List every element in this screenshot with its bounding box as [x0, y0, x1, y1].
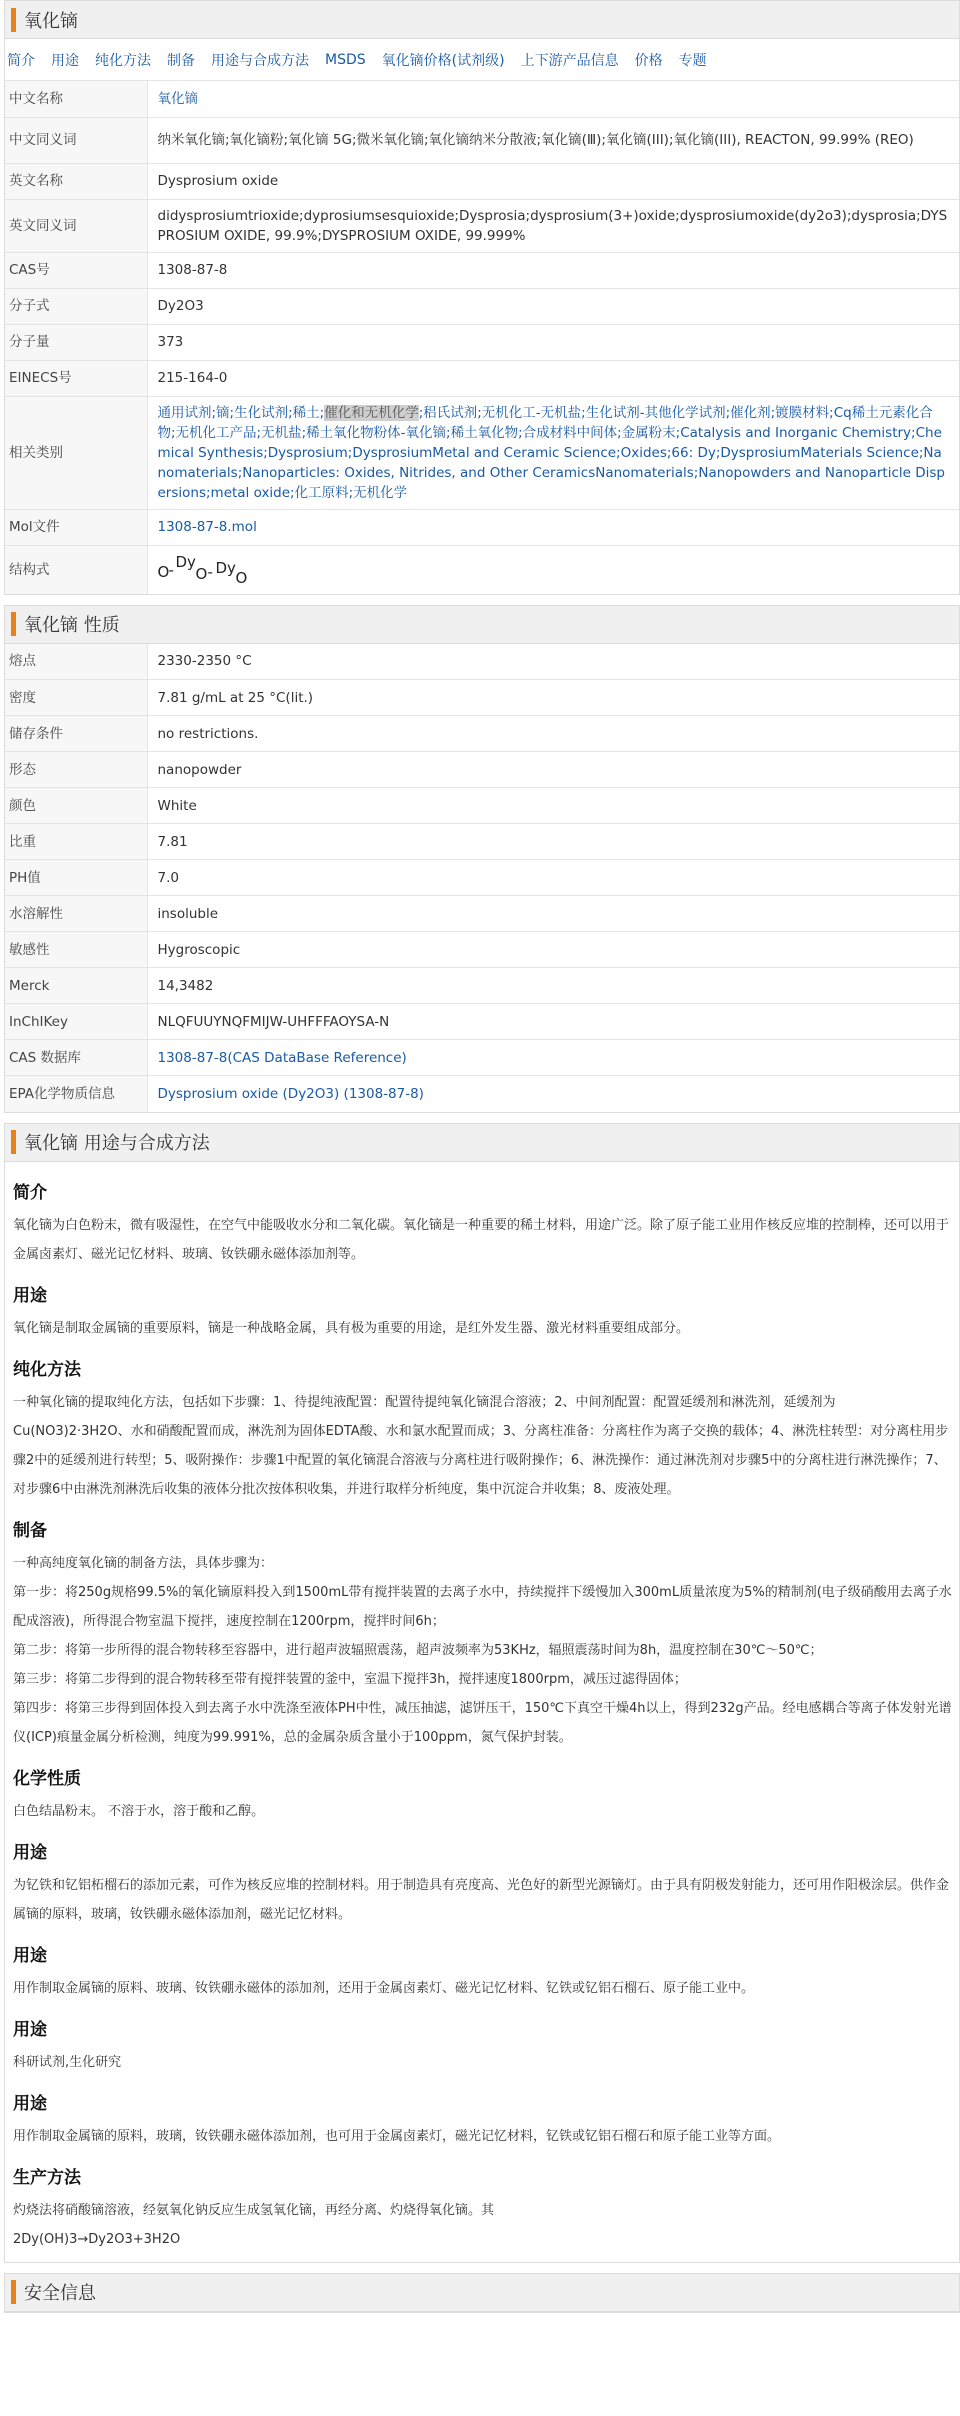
- subsection-heading: 用途: [13, 1842, 47, 1863]
- field-label: Merck: [5, 968, 147, 1004]
- table-row: [5, 288, 959, 324]
- field-value: 14,3482: [147, 968, 959, 1004]
- field-label: 中文名称: [5, 81, 147, 117]
- highlighted-category[interactable]: 催化和无机化学: [324, 404, 419, 421]
- table-row: [5, 716, 959, 752]
- table-row: [5, 932, 959, 968]
- field-label: 颜色: [5, 788, 147, 824]
- atom-dy: Dy: [175, 552, 196, 571]
- table-row: [5, 860, 959, 896]
- field-value: Dysprosium oxide: [147, 163, 959, 199]
- field-value: White: [147, 788, 959, 824]
- field-value: NLQFUUYNQFMIJW-UHFFFAOYSA-N: [147, 1004, 959, 1040]
- subsection-heading: 纯化方法: [13, 1359, 81, 1380]
- table-row: [5, 1040, 959, 1076]
- subsection-text: 2Dy(OH)3→Dy2O3+3H2O: [13, 2231, 181, 2247]
- section-title: 安全信息: [24, 2283, 96, 2304]
- field-label: 储存条件: [5, 716, 147, 752]
- table-row: [5, 324, 959, 360]
- field-label: InChIKey: [5, 1004, 147, 1040]
- field-label: EPA化学物质信息: [5, 1076, 147, 1112]
- field-value: nanopowder: [147, 752, 959, 788]
- field-value: insoluble: [147, 896, 959, 932]
- section-title: 氧化镝: [24, 10, 78, 32]
- field-label: CAS 数据库: [5, 1040, 147, 1076]
- table-row: [5, 968, 959, 1004]
- table-row: [5, 788, 959, 824]
- section-header: [5, 606, 959, 644]
- field-label: 密度: [5, 680, 147, 716]
- nav-link-uses-synthesis[interactable]: 用途与合成方法: [211, 52, 309, 69]
- subsection-text: 科研试剂,生化研究: [13, 2054, 122, 2070]
- uses-content: [5, 1162, 959, 2262]
- field-label: 分子式: [5, 288, 147, 324]
- subsection-text: 第一步：将250g规格99.5%的氧化镝原料投入到1500mL带有搅拌装置的去离子水中，持续搅拌下缓慢加入300mL质量浓度为5%的精制剂(电子级硝酸用去离子水配成溶液)，所得混合物室温下搅拌，速度控制在1200rpm，搅拌时间6h；: [13, 1584, 952, 1629]
- nav-link-topic[interactable]: 专题: [678, 52, 707, 69]
- category-link[interactable]: 通用试剂;镝;生化试剂;稀土;: [157, 404, 325, 421]
- properties-table: [5, 644, 959, 1112]
- section-accent-bar: [11, 2280, 16, 2304]
- field-label: 结构式: [5, 545, 147, 594]
- subsection-text: 第四步：将第三步得到固体投入到去离子水中洗涤至液体PH中性，减压抽滤，滤饼压干，150℃下真空干燥4h以上，得到232g产品。经电感耦合等离子体发射光谱仪(ICP)痕量金属分析检测，纯度为99.991%，总的金属杂质含量小于100ppm，氮气保护封装。: [13, 1700, 952, 1745]
- table-row: [5, 824, 959, 860]
- field-value: 2330-2350 °C: [147, 644, 959, 680]
- field-value: 215-164-0: [147, 360, 959, 396]
- bond: -: [207, 562, 213, 581]
- section-header: [5, 2274, 959, 2312]
- field-label: 英文名称: [5, 163, 147, 199]
- subsection-text: 用作制取金属镝的原料，玻璃，钕铁硼永磁体添加剂，也可用于金属卤素灯，磁光记忆材料，钇铁或钇铝石榴石和原子能工业等方面。: [13, 2128, 781, 2144]
- subsection-text: 为钇铁和钇铝柘榴石的添加元素，可作为核反应堆的控制材料。用于制造具有亮度高、光色好的新型光源镝灯。由于具有阴极发射能力，还可用作阳极涂层。供作金属镝的原料，玻璃，钕铁硼永磁体添加剂，磁光记忆材料。: [13, 1877, 950, 1922]
- field-label: 比重: [5, 824, 147, 860]
- nav-link-intro[interactable]: 简介: [7, 52, 35, 69]
- atom-o: O: [157, 562, 170, 581]
- table-row: [5, 199, 959, 252]
- field-value: 纳米氧化镝;氧化镝粉;氧化镝 5G;微米氧化镝;氧化镝纳米分散液;氧化镝(Ⅲ);氧化镝(III);氧化镝(III), REACTON, 99.99% (REO): [147, 117, 959, 163]
- field-label: CAS号: [5, 252, 147, 288]
- table-row: [5, 81, 959, 117]
- field-label: 相关类别: [5, 396, 147, 509]
- nav-link-up-downstream[interactable]: 上下游产品信息: [520, 52, 619, 69]
- subsection-text: 氧化镝为白色粉末，微有吸湿性，在空气中能吸收水分和二氧化碳。氧化镝是一种重要的稀土材料，用途广泛。除了原子能工业用作核反应堆的控制棒，还可以用于金属卤素灯、磁光记忆材料、玻璃、钕铁硼永磁体添加剂等。: [13, 1217, 950, 1262]
- section-header: [5, 1124, 959, 1162]
- table-row: [5, 252, 959, 288]
- table-row: [5, 896, 959, 932]
- table-row: [5, 1076, 959, 1112]
- atom-o: O: [195, 564, 208, 583]
- field-label: 熔点: [5, 644, 147, 680]
- category-links: [147, 396, 959, 509]
- table-row: [5, 117, 959, 163]
- field-label: 英文同义词: [5, 199, 147, 252]
- field-label: 中文同义词: [5, 117, 147, 163]
- subsection-heading: 用途: [13, 1285, 47, 1306]
- atom-o: O: [235, 568, 248, 587]
- subsection-text: 用作制取金属镝的原料、玻璃、钕铁硼永磁体的添加剂，还用于金属卤素灯、磁光记忆材料、钇铁或钇铝石榴石、原子能工业中。: [13, 1980, 755, 1996]
- subsection-heading: 用途: [13, 2019, 47, 2040]
- subsection-text: 白色结晶粉末。 不溶于水，溶于酸和乙醇。: [13, 1803, 265, 1819]
- table-row: [5, 509, 959, 545]
- subsection-text: 第二步：将第一步所得的混合物转移至容器中，进行超声波辐照震荡，超声波频率为53KHz，辐照震荡时间为8h，温度控制在30℃～50℃；: [13, 1642, 823, 1658]
- subsection-heading: 用途: [13, 2093, 47, 2114]
- field-label: Mol文件: [5, 509, 147, 545]
- uses-synthesis-section: [4, 1123, 960, 2263]
- chinese-name-link[interactable]: 氧化镝: [157, 90, 198, 107]
- cas-database-link[interactable]: 1308-87-8(CAS DataBase Reference): [157, 1049, 407, 1066]
- field-label: 形态: [5, 752, 147, 788]
- table-row: [5, 644, 959, 680]
- field-label: PH值: [5, 860, 147, 896]
- field-value: 7.81 g/mL at 25 °C(lit.): [147, 680, 959, 716]
- field-value: Hygroscopic: [147, 932, 959, 968]
- section-accent-bar: [11, 612, 16, 636]
- basic-info-section: [4, 0, 960, 595]
- subsection-text: 氧化镝是制取金属镝的重要原料，镝是一种战略金属，具有极为重要的用途，是红外发生器、激光材料重要组成部分。: [13, 1320, 690, 1336]
- table-row: [5, 360, 959, 396]
- atom-dy: Dy: [215, 558, 236, 577]
- basic-info-table: [5, 81, 959, 594]
- subsection-heading: 制备: [13, 1520, 47, 1541]
- nav-link-msds[interactable]: MSDS: [325, 51, 366, 68]
- structure-formula: [157, 552, 278, 587]
- category-link[interactable]: ;稆氏试剂;无机化工-无机盐;生化试剂-其他化学试剂;催化剂;镀膜材料;Cq稀土元素化合物;无机化工产品;无机盐;稀土氧化物粉体-氧化镝;稀土氧化物;合成材料中间体;金属粉末;Catalysis and Inorganic Chemistry;Chemical Synthesis;Dysprosium;DysprosiumMetal and Ceramic Science;Oxides;66: Dy;DysprosiumMaterials Science;Nanomaterials;Nanoparticles: Oxides, Nitrides, and Other CeramicsNanomaterials;Nanopowders and Nanoparticle Dispersions;metal oxide;化工原料;无机化学: [157, 404, 945, 501]
- nav-link-preparation[interactable]: 制备: [167, 52, 195, 69]
- section-header: [5, 1, 959, 39]
- bond: -: [168, 560, 174, 579]
- field-label: EINECS号: [5, 360, 147, 396]
- field-value: 7.81: [147, 824, 959, 860]
- subsection-text: 灼烧法将硝酸镝溶液，经氨氧化钠反应生成氢氧化镝，再经分离、灼烧得氧化镝。其: [13, 2202, 495, 2218]
- subsection-heading: 用途: [13, 1945, 47, 1966]
- field-value: 1308-87-8: [147, 252, 959, 288]
- section-title: 氧化镝 性质: [24, 615, 120, 636]
- table-row: [5, 752, 959, 788]
- table-row: [5, 396, 959, 509]
- subsection-heading: 生产方法: [13, 2167, 81, 2188]
- safety-section: [4, 2273, 960, 2313]
- field-value: didysprosiumtrioxide;dyprosiumsesquioxide;Dysprosia;dysprosium(3+)oxide;dysprosiumoxide(dy2o3);dysprosia;DYSPROSIUM OXIDE, 99.9%;DYSPROSIUM OXIDE, 99.999%: [147, 199, 959, 252]
- subsection-text: 一种高纯度氧化镝的制备方法，具体步骤为：: [13, 1555, 274, 1571]
- field-value: 373: [147, 324, 959, 360]
- subsection-heading: 简介: [13, 1182, 47, 1203]
- section-accent-bar: [11, 8, 16, 32]
- field-label: 水溶解性: [5, 896, 147, 932]
- section-accent-bar: [11, 1130, 16, 1154]
- subsection-text: 一种氧化镝的提取纯化方法，包括如下步骤：1、待提纯液配置：配置待提纯氧化镝混合溶液；2、中间剂配置：配置延缓剂和淋洗剂，延缓剂为Cu(NO3)2·3H2O、水和硝酸配置而成，淋洗剂为固体EDTA酸、水和氯水配置而成；3、分离柱准备：分离柱作为离子交换的载体；4、淋洗柱转型：对分离柱用步骤2中的延缓剂进行转型；5、吸附操作：步骤1中配置的氧化镝混合溶液与分离柱进行吸附操作；6、淋洗操作：通过淋洗剂对步骤5中的分离柱进行淋洗操作；7、对步骤6中由淋洗剂淋洗后收集的液体分批次按体积收集，并进行取样分析纯度，集中沉淀合并收集；8、废液处理。: [13, 1394, 949, 1497]
- nav-link-uses[interactable]: 用途: [51, 52, 79, 69]
- nav-link-purification[interactable]: 纯化方法: [95, 52, 151, 69]
- anchor-nav: [5, 39, 959, 81]
- table-row: [5, 680, 959, 716]
- subsection-heading: 化学性质: [13, 1768, 81, 1789]
- field-value: no restrictions.: [147, 716, 959, 752]
- properties-section: [4, 605, 960, 1113]
- table-row: [5, 545, 959, 594]
- nav-link-price[interactable]: 价格: [634, 52, 663, 69]
- section-title: 氧化镝 用途与合成方法: [24, 1133, 210, 1154]
- field-label: 敏感性: [5, 932, 147, 968]
- field-label: 分子量: [5, 324, 147, 360]
- field-value: 7.0: [147, 860, 959, 896]
- table-row: [5, 163, 959, 199]
- field-value: Dy2O3: [147, 288, 959, 324]
- mol-file-link[interactable]: 1308-87-8.mol: [157, 519, 257, 535]
- subsection-text: 第三步：将第二步得到的混合物转移至带有搅拌装置的釜中，室温下搅拌3h，搅拌速度1800rpm，减压过滤得固体；: [13, 1671, 687, 1687]
- nav-link-price-reagent[interactable]: 氧化镝价格(试剂级): [381, 52, 505, 69]
- epa-info-link[interactable]: Dysprosium oxide (Dy2O3) (1308-87-8): [157, 1085, 424, 1102]
- table-row: [5, 1004, 959, 1040]
